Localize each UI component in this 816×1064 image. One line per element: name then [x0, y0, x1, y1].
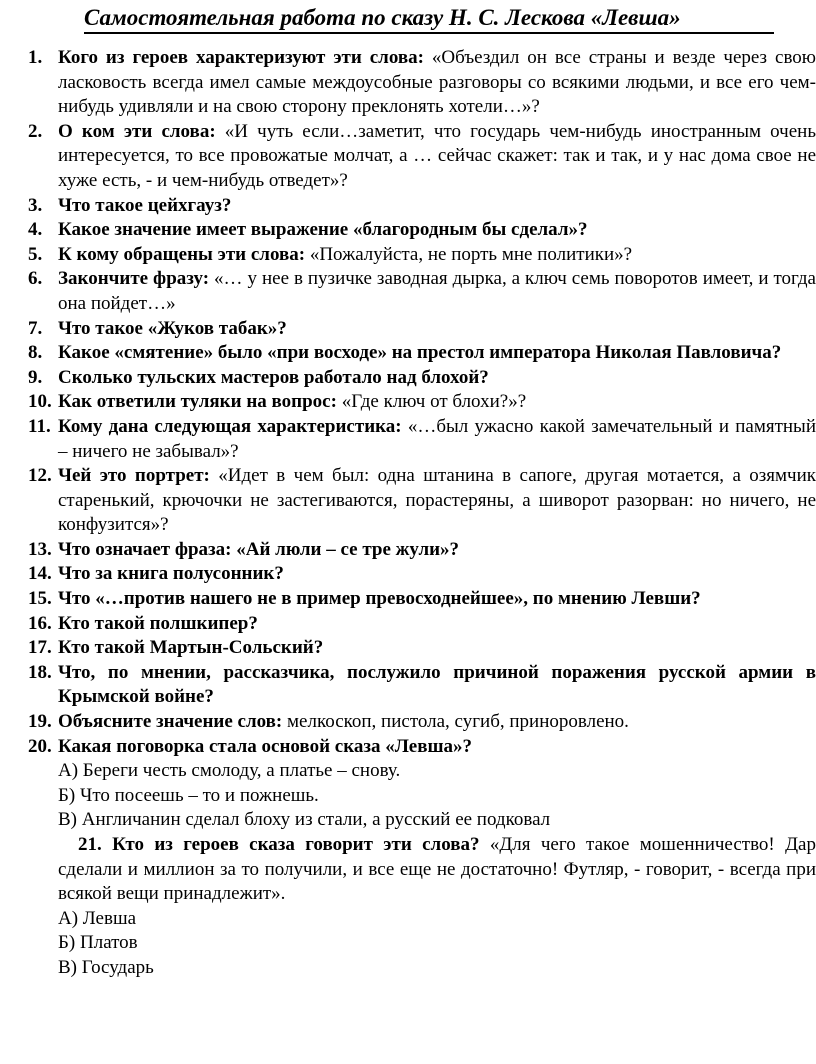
question-prompt: Что означает фраза: «Ай люли – се тре жули»?: [58, 538, 460, 560]
question-quote: «… у нее в пузичке заводная дырка, а ключ семь поворотов имеет, и тогда она пойдет…»: [58, 268, 816, 314]
question-number: 13.: [28, 538, 52, 560]
question-number: 20.: [28, 735, 52, 757]
question-prompt: Сколько тульских мастеров работало над блохой?: [58, 366, 489, 388]
q20-option-c: В) Англичанин сделал блоху из стали, а русский ее подковал: [58, 809, 551, 831]
question-12: [28, 464, 816, 538]
question-prompt: Какое значение имеет выражение «благородным бы сделал»?: [58, 219, 588, 241]
question-quote: «Пожалуйста, не порть мне политики»?: [305, 243, 633, 265]
question-11: [28, 415, 816, 464]
question-prompt: Кто такой Мартын-Сольский?: [58, 637, 324, 659]
q20-option-a: А) Береги честь смолоду, а платье – снову.: [58, 760, 401, 782]
question-16: [28, 612, 816, 637]
question-20: [28, 735, 816, 760]
question-number: 10.: [28, 391, 52, 413]
question-5: [28, 243, 816, 268]
question-17: [28, 636, 816, 661]
question-number: 14.: [28, 563, 52, 585]
q21-option-a: А) Левша: [58, 907, 137, 929]
question-number: 12.: [28, 465, 52, 487]
question-number: 9.: [28, 366, 43, 388]
question-number: 18.: [28, 661, 52, 683]
question-14: [28, 562, 816, 587]
q21-option-c: В) Государь: [58, 956, 154, 978]
question-1: [28, 46, 816, 120]
question-18: [28, 661, 816, 710]
question-prompt: Чей это портрет:: [58, 465, 210, 487]
question-9: [28, 366, 816, 391]
question-13: [28, 538, 816, 563]
question-quote: «Где ключ от блохи?»?: [336, 391, 527, 413]
question-prompt: Кто такой полшкипер?: [58, 612, 258, 634]
question-prompt: Кому дана следующая характеристика:: [58, 415, 402, 437]
question-prompt: Что «…против нашего не в пример превосходнейшее», по мнению Левши?: [58, 588, 701, 610]
question-number: 11.: [28, 415, 51, 437]
q21-option-b: Б) Платов: [58, 932, 138, 954]
question-prompt: Закончите фразу:: [58, 268, 210, 290]
question-number: 5.: [28, 243, 43, 265]
question-quote: «Идет в чем был: одна штанина в сапоге, другая мотается, а озямчик старенький, крючочки не застегиваются, порастеряны, а шиворот разорван: но ничего, не конфузится»?: [58, 465, 816, 536]
question-7: [28, 317, 816, 342]
question-prompt: Как ответили туляки на вопрос:: [58, 391, 337, 413]
page-title: Самостоятельная работа по сказу Н. С. Лескова «Левша»: [84, 4, 774, 34]
question-prompt: О ком эти слова:: [58, 120, 216, 142]
question-3: [28, 194, 816, 219]
question-number: 3.: [28, 194, 43, 216]
question-quote: «Объездил он все страны и везде через свою ласковость всегда имел самые междоусобные разговоры со всякими людьми, и все его чем-нибудь удивляли и на свою сторону преклонять хотели…»?: [58, 47, 816, 118]
question-10: [28, 390, 816, 415]
question-prompt: Кого из героев характеризуют эти слова:: [58, 47, 424, 68]
question-number: 1.: [28, 47, 43, 68]
question-quote: «…был ужасно какой замечательный и памятный – ничего не забывал»?: [58, 415, 816, 462]
question-6: [28, 267, 816, 316]
question-15: [28, 587, 816, 612]
question-prompt: Какая поговорка стала основой сказа «Левша»?: [58, 735, 473, 757]
question-2: [28, 120, 816, 194]
question-number: 7.: [28, 317, 43, 339]
question-number: 6.: [28, 268, 43, 290]
question-quote: мелкоскоп, пистола, сугиб, приноровлено.: [282, 711, 629, 733]
question-prompt: Что такое цейхгауз?: [58, 194, 232, 216]
question-21: [28, 833, 816, 907]
question-4: [28, 218, 816, 243]
question-number: 8.: [28, 342, 43, 364]
question-prompt: Что такое «Жуков табак»?: [58, 317, 287, 339]
question-number: 17.: [28, 637, 52, 659]
question-number: 4.: [28, 219, 43, 241]
question-quote: «И чуть если…заметит, что государь чем-нибудь иностранным очень интересуется, то все провожатые молчат, а … сейчас скажет: так и так, и у нас дома свое не хуже есть, - и чем-нибудь отведет»?: [58, 120, 816, 191]
question-prompt: К кому обращены эти слова:: [58, 243, 306, 265]
question-prompt: Какое «смятение» было «при восходе» на престол императора Николая Павловича?: [58, 342, 782, 364]
question-quote: «Для чего такое мошенничество! Дар сделали и миллион за то получили, и все еще не достаточно! Футляр, - говорит, - всегда при всякой вещи принадлежит».: [58, 834, 816, 905]
question-prompt: 21. Кто из героев сказа говорит эти слова?: [78, 834, 480, 855]
question-number: 16.: [28, 612, 52, 634]
question-number: 2.: [28, 120, 43, 142]
q20-option-b: Б) Что посеешь – то и пожнешь.: [58, 784, 319, 806]
question-number: 19.: [28, 711, 52, 733]
question-prompt: Объясните значение слов:: [58, 711, 283, 733]
question-prompt: Что, по мнении, рассказчика, послужило причиной поражения русской армии в Крымской войне?: [58, 661, 816, 708]
question-prompt: Что за книга полусонник?: [58, 563, 284, 585]
question-8: [28, 341, 816, 366]
question-19: [28, 710, 816, 735]
question-number: 15.: [28, 588, 52, 610]
question-list: [28, 46, 816, 981]
